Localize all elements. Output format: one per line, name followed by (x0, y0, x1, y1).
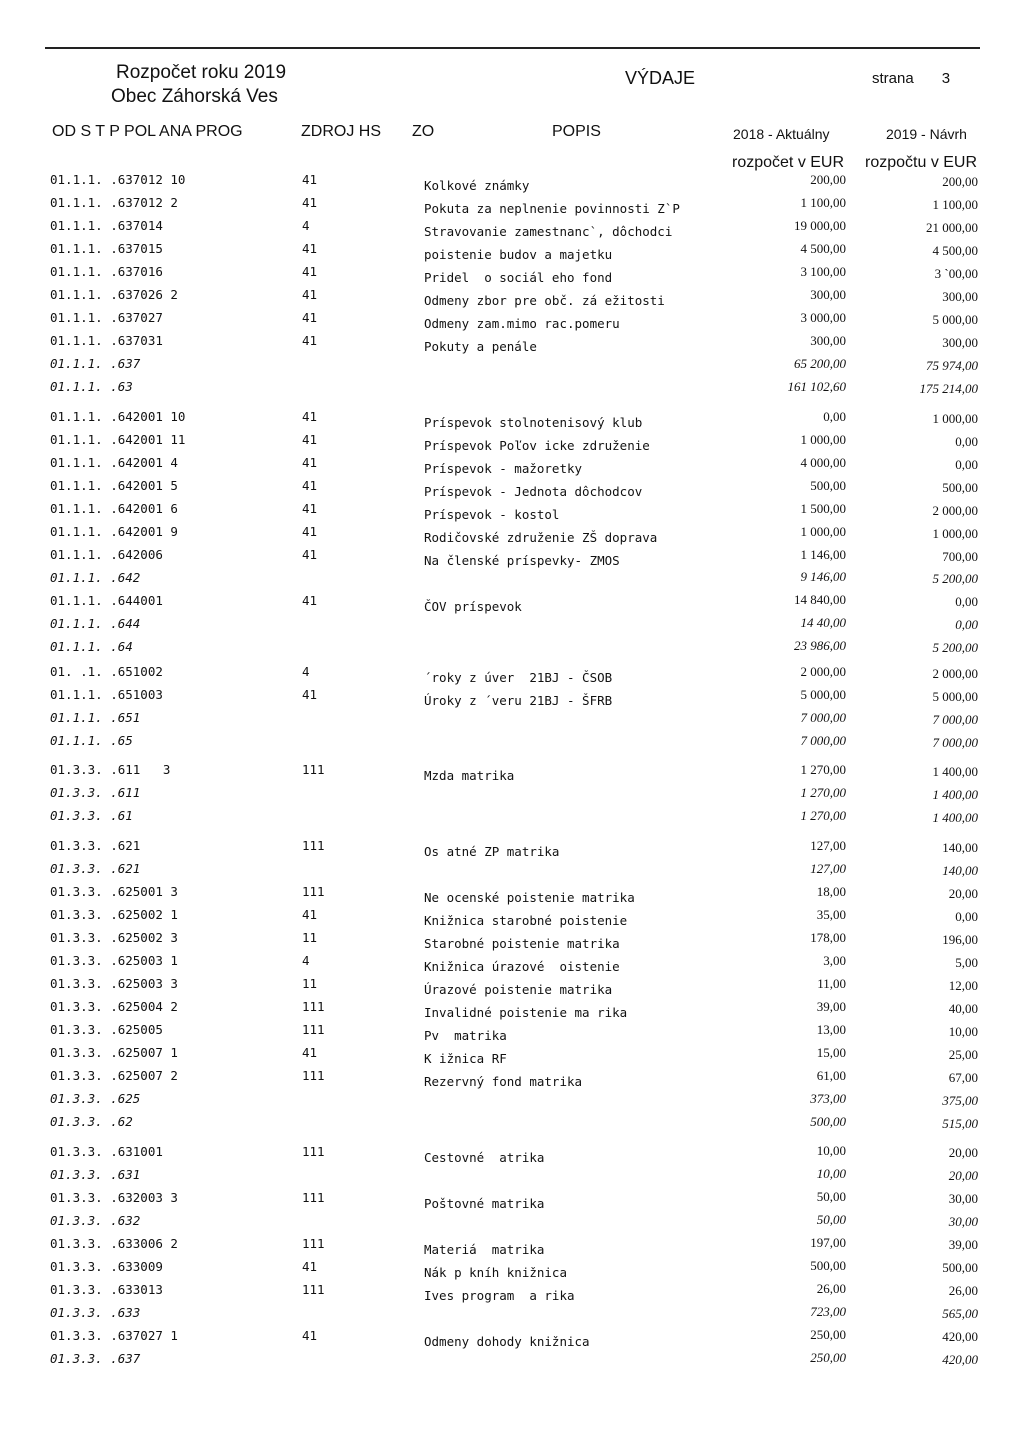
row-value-2019: 140,00 (942, 840, 978, 855)
row-value-2018: 39,00 (816, 999, 846, 1014)
row-source: 41 (302, 1328, 318, 1343)
row-source: 41 (302, 524, 318, 539)
row-value-2018: 1 270,00 (800, 808, 846, 823)
row-description: Pridel o sociál eho fond (424, 270, 613, 285)
row-value-2019: 7 000,00 (932, 735, 978, 750)
row-value-2018: 500,00 (810, 1114, 846, 1129)
row-value-2018: 197,00 (810, 1235, 846, 1250)
row-code: 01.1.1. .637012 10 (50, 172, 186, 187)
row-code: 01.3.3. .633006 2 (50, 1236, 178, 1251)
row-value-2019: 40,00 (948, 1001, 978, 1016)
row-code: 01.1.1. .644 (50, 616, 141, 631)
row-code: 01.3.3. .633 (50, 1305, 141, 1320)
row-value-2019: 25,00 (948, 1047, 978, 1062)
row-value-2018: 9 146,00 (800, 569, 846, 584)
row-value-2019: 420,00 (942, 1329, 978, 1344)
row-code: 01.3.3. .625001 3 (50, 884, 178, 899)
row-value-2018: 19 000,00 (794, 218, 846, 233)
row-value-2018: 723,00 (810, 1304, 846, 1319)
row-source: 111 (302, 1022, 325, 1037)
row-code: 01.1.1. .651 (50, 710, 141, 725)
municipality-name: Obec Záhorská Ves (111, 86, 278, 107)
row-value-2019: 5 200,00 (932, 571, 978, 586)
row-description: Poštovné matrika (424, 1196, 545, 1211)
row-code: 01.3.3. .625007 2 (50, 1068, 178, 1083)
row-value-2018: 3 000,00 (800, 310, 846, 325)
top-rule (45, 47, 980, 49)
row-code: 01. .1. .651002 (50, 664, 163, 679)
row-code: 01.1.1. .642001 6 (50, 501, 178, 516)
row-description: Knižnica starobné poistenie (424, 913, 628, 928)
row-description: Odmeny zam.mimo rac.pomeru (424, 316, 620, 331)
row-value-2019: 420,00 (942, 1352, 978, 1367)
row-description: Odmeny dohody knižnica (424, 1334, 590, 1349)
row-description: Ives program a rika (424, 1288, 575, 1303)
row-code: 01.1.1. .642001 11 (50, 432, 186, 447)
row-source: 41 (302, 1045, 318, 1060)
row-value-2019: 375,00 (942, 1093, 978, 1108)
budget-title: Rozpočet roku 2019 (116, 62, 287, 83)
row-value-2019: 300,00 (942, 289, 978, 304)
page-label: strana (872, 70, 914, 87)
row-code: 01.3.3. .621 (50, 838, 141, 853)
row-value-2018: 5 000,00 (800, 687, 846, 702)
row-value-2018: 4 500,00 (800, 241, 846, 256)
row-code: 01.3.3. .625005 (50, 1022, 163, 1037)
row-source: 41 (302, 287, 318, 302)
row-value-2018: 7 000,00 (800, 733, 846, 748)
row-code: 01.3.3. .631 (50, 1167, 141, 1182)
row-value-2019: 5 000,00 (932, 689, 978, 704)
row-value-2018: 3,00 (823, 953, 846, 968)
row-description: Príspevok stolnotenisový klub (424, 415, 643, 430)
row-value-2018: 14 40,00 (800, 615, 846, 630)
row-code: 01.1.1. .642001 10 (50, 409, 186, 424)
row-value-2018: 1 270,00 (800, 762, 846, 777)
row-value-2018: 3 100,00 (800, 264, 846, 279)
row-value-2019: 67,00 (948, 1070, 978, 1085)
row-code: 01.1.1. .637026 2 (50, 287, 178, 302)
row-value-2019: 1 100,00 (932, 197, 978, 212)
row-value-2019: 1 400,00 (932, 810, 978, 825)
row-source: 111 (302, 1236, 325, 1251)
row-value-2018: 127,00 (810, 861, 846, 876)
row-value-2019: 26,00 (948, 1283, 978, 1298)
column-subheader-2018: rozpočet v EUR (732, 154, 845, 171)
row-description: Mzda matrika (424, 768, 515, 783)
row-description: Úrazové poistenie matrika (424, 982, 613, 997)
column-subheader-2019: rozpočtu v EUR (865, 154, 978, 171)
row-value-2019: 10,00 (948, 1024, 978, 1039)
row-code: 01.1.1. .637015 (50, 241, 163, 256)
row-value-2018: 11,00 (817, 976, 846, 991)
row-value-2019: 12,00 (948, 978, 978, 993)
row-description: Príspevok - mažoretky (424, 461, 583, 476)
row-source: 111 (302, 762, 325, 777)
row-source: 4 (302, 664, 310, 679)
row-description: Stravovanie zamestnanc`, dôchodci (424, 224, 673, 239)
row-value-2018: 161 102,60 (787, 379, 846, 394)
row-code: 01.3.3. .625003 3 (50, 976, 178, 991)
row-code: 01.1.1. .642001 5 (50, 478, 178, 493)
row-value-2018: 1 146,00 (800, 547, 846, 562)
row-value-2019: 20,00 (948, 1145, 978, 1160)
row-value-2018: 4 000,00 (800, 455, 846, 470)
row-value-2018: 61,00 (816, 1068, 846, 1083)
row-value-2018: 15,00 (816, 1045, 846, 1060)
row-value-2019: 3 `00,00 (934, 266, 978, 281)
row-source: 41 (302, 907, 318, 922)
row-value-2018: 65 200,00 (794, 356, 846, 371)
column-header-2019: 2019 - Návrh (886, 126, 967, 142)
row-value-2019: 4 500,00 (932, 243, 978, 258)
row-code: 01.3.3. .625004 2 (50, 999, 178, 1014)
row-description: Rezervný fond matrika (424, 1074, 583, 1089)
row-description: Os atné ZP matrika (424, 844, 560, 859)
row-value-2019: 5,00 (955, 955, 978, 970)
row-source: 41 (302, 172, 318, 187)
row-value-2018: 500,00 (810, 1258, 846, 1273)
row-code: 01.3.3. .625003 1 (50, 953, 178, 968)
row-source: 41 (302, 241, 318, 256)
column-header-2018: 2018 - Aktuálny (733, 126, 830, 142)
row-code: 01.1.1. .642001 4 (50, 455, 178, 470)
row-value-2018: 1 000,00 (800, 524, 846, 539)
row-value-2018: 500,00 (810, 478, 846, 493)
row-description: ´roky z úver 21BJ - ČSOB (424, 670, 613, 685)
row-source: 111 (302, 1190, 325, 1205)
row-description: Pokuta za neplnenie povinnosti Z`P (424, 201, 680, 216)
row-description: Pokuty a penále (424, 339, 537, 354)
row-description: Príspevok - Jednota dôchodcov (424, 484, 643, 499)
row-code: 01.1.1. .642001 9 (50, 524, 178, 539)
row-code: 01.3.3. .625002 1 (50, 907, 178, 922)
row-code: 01.1.1. .65 (50, 733, 133, 748)
row-source: 41 (302, 547, 318, 562)
column-header-description: POPIS (552, 123, 601, 140)
row-code: 01.1.1. .637014 (50, 218, 163, 233)
row-value-2019: 0,00 (955, 434, 978, 449)
column-header-source: ZDROJ HS (301, 123, 381, 140)
row-value-2019: 200,00 (942, 174, 978, 189)
row-value-2018: 300,00 (810, 287, 846, 302)
row-value-2018: 2 000,00 (800, 664, 846, 679)
row-code: 01.3.3. .632003 3 (50, 1190, 178, 1205)
row-source: 11 (302, 976, 318, 991)
row-value-2019: 7 000,00 (932, 712, 978, 727)
row-description: Na členské príspevky- ZMOS (424, 553, 620, 568)
page-number: 3 (941, 70, 951, 87)
row-value-2019: 175 214,00 (919, 381, 978, 396)
row-value-2019: 75 974,00 (926, 358, 978, 373)
row-source: 111 (302, 884, 325, 899)
row-code: 01.1.1. .64 (50, 639, 133, 654)
row-value-2019: 500,00 (942, 1260, 978, 1275)
row-description: Pv matrika (424, 1028, 507, 1043)
row-value-2019: 0,00 (955, 617, 978, 632)
row-code: 01.3.3. .637027 1 (50, 1328, 178, 1343)
row-value-2019: 1 400,00 (932, 787, 978, 802)
row-description: Odmeny zbor pre obč. zá ežitosti (424, 293, 665, 308)
row-value-2018: 26,00 (816, 1281, 846, 1296)
row-value-2018: 14 840,00 (794, 592, 846, 607)
row-code: 01.3.3. .632 (50, 1213, 141, 1228)
row-value-2018: 200,00 (810, 172, 846, 187)
row-source: 41 (302, 310, 318, 325)
row-value-2019: 500,00 (942, 480, 978, 495)
page-indicator (872, 70, 950, 87)
row-source: 41 (302, 478, 318, 493)
row-code: 01.3.3. .625007 1 (50, 1045, 178, 1060)
row-source: 111 (302, 838, 325, 853)
row-description: Nák p kníh knižnica (424, 1265, 567, 1280)
row-source: 41 (302, 1259, 318, 1274)
row-source: 41 (302, 432, 318, 447)
row-value-2018: 10,00 (816, 1166, 846, 1181)
row-code: 01.1.1. .637 (50, 356, 141, 371)
row-value-2019: 1 000,00 (932, 411, 978, 426)
row-value-2018: 300,00 (810, 333, 846, 348)
row-value-2019: 21 000,00 (926, 220, 978, 235)
row-code: 01.1.1. .642006 (50, 547, 163, 562)
row-value-2019: 515,00 (942, 1116, 978, 1131)
row-source: 41 (302, 455, 318, 470)
row-value-2018: 1 000,00 (800, 432, 846, 447)
row-source: 41 (302, 687, 318, 702)
row-value-2019: 5 200,00 (932, 640, 978, 655)
row-value-2018: 1 100,00 (800, 195, 846, 210)
row-value-2019: 2 000,00 (932, 503, 978, 518)
row-value-2019: 5 000,00 (932, 312, 978, 327)
row-code: 01.3.3. .62 (50, 1114, 133, 1129)
row-value-2018: 250,00 (810, 1327, 846, 1342)
row-value-2019: 300,00 (942, 335, 978, 350)
row-code: 01.3.3. .625002 3 (50, 930, 178, 945)
row-value-2018: 50,00 (816, 1189, 846, 1204)
row-code: 01.3.3. .611 (50, 785, 141, 800)
row-value-2018: 373,00 (810, 1091, 846, 1106)
row-description: Invalidné poistenie ma rika (424, 1005, 628, 1020)
row-source: 41 (302, 264, 318, 279)
row-source: 111 (302, 1068, 325, 1083)
row-source: 111 (302, 1144, 325, 1159)
row-code: 01.3.3. .637 (50, 1351, 141, 1366)
row-source: 41 (302, 409, 318, 424)
row-value-2019: 0,00 (955, 457, 978, 472)
row-value-2018: 178,00 (810, 930, 846, 945)
row-description: ČOV príspevok (424, 599, 522, 614)
row-source: 111 (302, 999, 325, 1014)
row-value-2019: 30,00 (948, 1191, 978, 1206)
row-description: Knižnica úrazové oistenie (424, 959, 620, 974)
row-code: 01.3.3. .625 (50, 1091, 141, 1106)
row-source: 41 (302, 593, 318, 608)
row-description: Rodičovské združenie ZŠ doprava (424, 530, 658, 545)
section-label: VÝDAJE (625, 68, 696, 88)
row-source: 41 (302, 195, 318, 210)
column-header-zo: ZO (412, 123, 435, 140)
row-value-2019: 39,00 (948, 1237, 978, 1252)
row-value-2018: 250,00 (810, 1350, 846, 1365)
row-source: 111 (302, 1282, 325, 1297)
row-code: 01.3.3. .621 (50, 861, 141, 876)
row-value-2018: 0,00 (823, 409, 846, 424)
row-value-2018: 7 000,00 (800, 710, 846, 725)
row-description: Príspevok Poľov icke združenie (424, 438, 650, 453)
row-value-2019: 140,00 (942, 863, 978, 878)
row-source: 41 (302, 333, 318, 348)
row-source: 4 (302, 953, 310, 968)
row-code: 01.3.3. .633009 (50, 1259, 163, 1274)
row-source: 41 (302, 501, 318, 516)
row-value-2018: 50,00 (816, 1212, 846, 1227)
row-value-2018: 1 500,00 (800, 501, 846, 516)
row-value-2019: 20,00 (948, 886, 978, 901)
row-code: 01.3.3. .61 (50, 808, 133, 823)
row-value-2018: 127,00 (810, 838, 846, 853)
row-value-2019: 0,00 (955, 594, 978, 609)
row-description: Ne ocenské poistenie matrika (424, 890, 635, 905)
row-value-2019: 0,00 (955, 909, 978, 924)
row-code: 01.3.3. .633013 (50, 1282, 163, 1297)
row-code: 01.3.3. .611 3 (50, 762, 171, 777)
row-value-2019: 1 400,00 (932, 764, 978, 779)
row-description: Cestovné atrika (424, 1150, 545, 1165)
row-value-2019: 700,00 (942, 549, 978, 564)
row-value-2019: 20,00 (948, 1168, 978, 1183)
row-code: 01.1.1. .637027 (50, 310, 163, 325)
row-description: Starobné poistenie matrika (424, 936, 620, 951)
row-description: Úroky z ´veru 21BJ - ŠFRB (424, 693, 613, 708)
row-code: 01.1.1. .644001 (50, 593, 163, 608)
row-description: Materiá matrika (424, 1242, 545, 1257)
row-code: 01.1.1. .637031 (50, 333, 163, 348)
row-description: K ižnica RF (424, 1051, 507, 1066)
row-code: 01.3.3. .631001 (50, 1144, 163, 1159)
row-value-2018: 10,00 (816, 1143, 846, 1158)
row-code: 01.1.1. .637016 (50, 264, 163, 279)
row-value-2018: 23 986,00 (794, 638, 846, 653)
row-source: 11 (302, 930, 318, 945)
column-header-code: OD S T P POL ANA PROG (52, 123, 243, 140)
row-description: Kolkové známky (424, 178, 530, 193)
row-value-2019: 30,00 (948, 1214, 978, 1229)
row-value-2019: 2 000,00 (932, 666, 978, 681)
row-code: 01.1.1. .637012 2 (50, 195, 178, 210)
row-code: 01.1.1. .651003 (50, 687, 163, 702)
row-value-2019: 565,00 (942, 1306, 978, 1321)
row-value-2018: 1 270,00 (800, 785, 846, 800)
row-description: poistenie budov a majetku (424, 247, 613, 262)
row-code: 01.1.1. .642 (50, 570, 141, 585)
row-value-2018: 35,00 (816, 907, 846, 922)
row-source: 4 (302, 218, 310, 233)
row-description: Príspevok - kostol (424, 507, 560, 522)
row-value-2019: 1 000,00 (932, 526, 978, 541)
row-value-2018: 13,00 (816, 1022, 846, 1037)
row-value-2019: 196,00 (942, 932, 978, 947)
row-value-2018: 18,00 (816, 884, 846, 899)
row-code: 01.1.1. .63 (50, 379, 133, 394)
